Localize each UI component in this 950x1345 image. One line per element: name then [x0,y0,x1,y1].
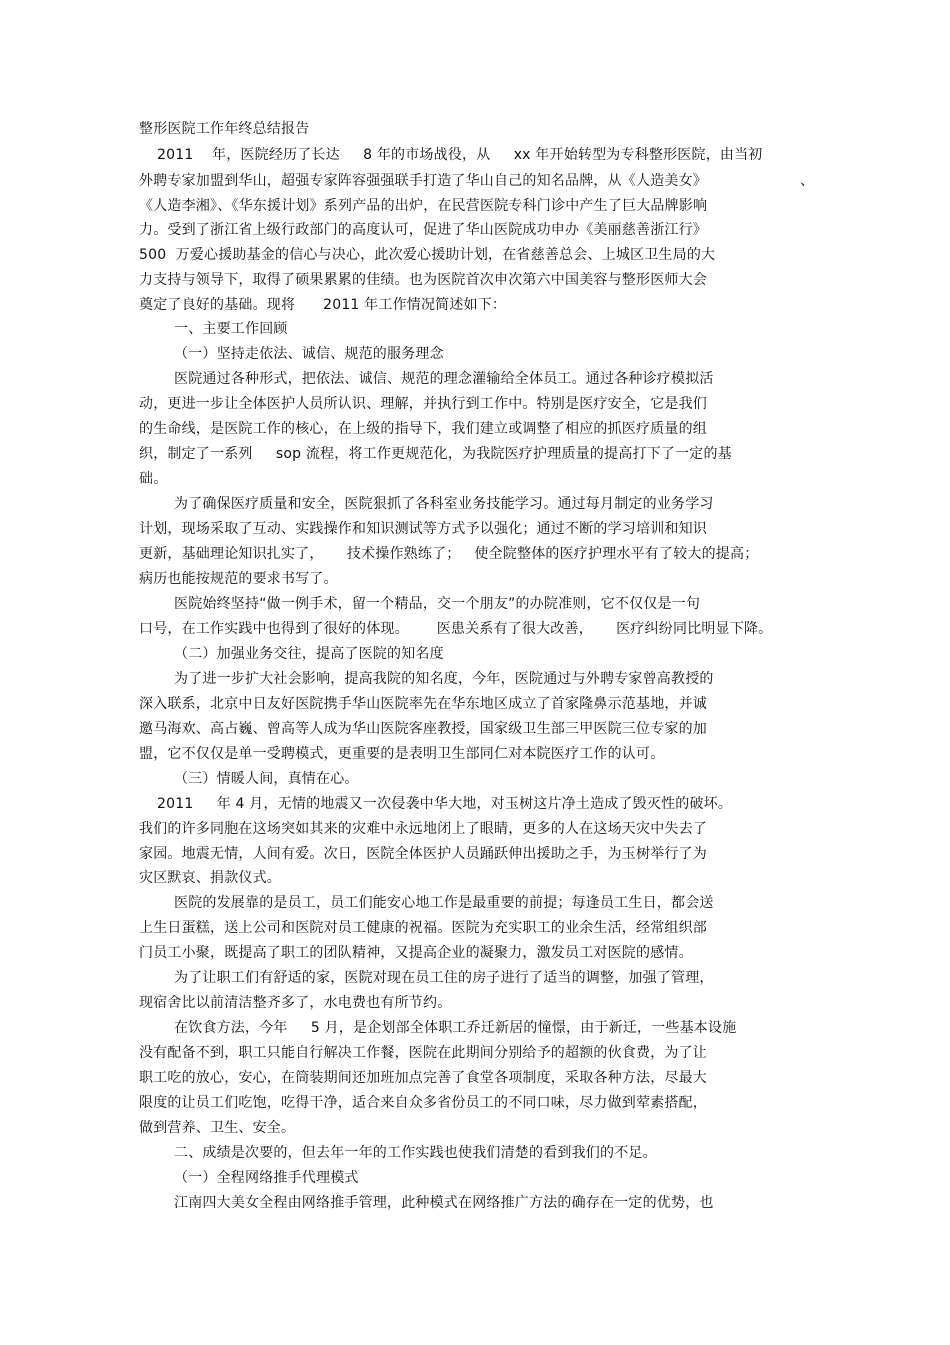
text-line: 《人造李湘》、《华东援计划》系列产品的出炉，在民营医院专科门诊中产生了巨大品牌影响 [139,198,708,214]
text-line: 职工吃的放心，安心，在筒装期间还加班加点完善了食堂各项制度，采取各种方法，尽最大 [139,1070,707,1086]
text-line: 奠定了良好的基础。现将 2011 年工作情况简述如下： [139,297,507,313]
text-line: 现宿舍比以前清洁整齐多了，水电费也有所节约。 [139,995,452,1011]
text-line: 2011 年 4 月，无情的地震又一次侵袭中华大地，对玉树这片净土造成了毁灭性的破坏。 [157,796,733,812]
text-line: 力。受到了浙江省上级行政部门的高度认可，促进了华山医院成功申办《美丽慈善浙江行》 [139,222,707,238]
document-title: 整形医院工作年终总结报告 [139,121,310,137]
text-line: 为了确保医疗质量和安全，医院狠抓了各科室业务技能学习。通过每月制定的业务学习 [174,496,714,512]
text-line: 更新，基础理论知识扎实了， 技术操作熟练了； 使全院整体的医疗护理水平有了较大的提高； [139,546,759,562]
section-heading: 一、主要工作回顾 [174,321,288,337]
text-line: 邀马海欢、高占巍、曾高等人成为华山医院客座教授，国家级卫生部三甲医院三位专家的加 [139,721,707,737]
text-line: 医院通过各种形式，把依法、诚信、规范的理念灌输给全体员工。通过各种诊疗模拟活 [174,371,714,387]
text-line: 做到营养、卫生、安全。 [139,1120,296,1136]
text-line: 江南四大美女全程由网络推手管理，此种模式在网络推广方法的确存在一定的优势，也 [174,1195,714,1211]
text-line: 外聘专家加盟到华山，超强专家阵容强强联手打造了华山自己的知名品牌，从《人造美女》 、 [139,173,815,189]
text-line: 500 万爱心援助基金的信心与决心，此次爱心援助计划，在省慈善总会、上城区卫生局的大 [139,247,716,263]
text-line: 础。 [139,471,168,487]
text-line: 上生日蛋糕，送上公司和医院对员工健康的祝福。医院为充实职工的业余生活，经常组织部 [139,920,707,936]
text-line: 织，制定了一系列 sop 流程，将工作更规范化，为我院医疗护理质量的提高打下了一定的基 [139,446,732,462]
section-heading: 二、成绩是次要的，但去年一年的工作实践也使我们清楚的看到我们的不足。 [174,1145,657,1161]
text-line: 盟，它不仅仅是单一受聘模式，更重要的是表明卫生部同仁对本院医疗工作的认可。 [139,746,665,762]
text-line: 的生命线，是医院工作的核心，在上级的指导下，我们建立或调整了相应的抓医疗质量的组 [139,421,707,437]
subsection-heading: （一）全程网络推手代理模式 [174,1170,359,1186]
text-line: 医院始终坚持“做一例手术，留一个精品，交一个朋友”的办院准则，它不仅仅是一句 [174,596,701,612]
text-line: 动，更进一步让全体医护人员所认识、理解，并执行到工作中。特别是医疗安全，它是我们 [139,396,707,412]
subsection-heading: （三）情暖人间，真情在心。 [174,771,359,787]
text-line: 我们的许多同胞在这场突如其来的灾难中永远地闭上了眼睛，更多的人在这场天灾中失去了 [139,821,707,837]
text-line: 灾区默哀、捐款仪式。 [139,870,281,886]
text-line: 为了进一步扩大社会影响，提高我院的知名度，今年，医院通过与外聘专家曾高教授的 [174,671,714,687]
text-line: 家园。地震无情，人间有爱。次日，医院全体医护人员踊跃伸出援助之手，为玉树举行了为 [139,846,707,862]
text-line: 没有配备不到，职工只能自行解决工作餐，医院在此期间分别给予的超额的伙食费，为了让 [139,1045,707,1061]
text-line: 医院的发展靠的是员工，员工们能安心地工作是最重要的前提；每逢员工生日，都会送 [174,895,714,911]
text-line: 限度的让员工们吃饱，吃得干净，适合来自众多省份员工的不同口味，尽力做到荤素搭配， [139,1095,707,1111]
text-line: 病历也能按规范的要求书写了。 [139,571,338,587]
text-line: 计划，现场采取了互动、实践操作和知识测试等方式予以强化；通过不断的学习培训和知识 [139,521,707,537]
subsection-heading: （二）加强业务交往，提高了医院的知名度 [174,646,444,662]
text-line: 口号，在工作实践中也得到了很好的体现。 医患关系有了很大改善， 医疗纠纷同比明显下降。 [139,621,773,637]
text-line: 2011 年，医院经历了长达 8 年的市场战役，从 xx 年开始转型为专科整形医院，由当初 [157,147,763,163]
text-line: 力支持与领导下，取得了硕果累累的佳绩。也为医院首次申次第六中国美容与整形医师大会 [139,272,707,288]
text-line: 在饮食方法，今年 5 月，是企划部全体职工乔迁新居的憧憬，由于新迁，一些基本设施 [174,1020,737,1036]
subsection-heading: （一）坚持走依法、诚信、规范的服务理念 [174,346,444,362]
text-line: 深入联系，北京中日友好医院携手华山医院率先在华东地区成立了首家隆鼻示范基地，并诚 [139,696,707,712]
text-line: 门员工小聚，既提高了职工的团队精神，又提高企业的凝聚力，激发员工对医院的感情。 [139,945,693,961]
text-line: 为了让职工们有舒适的家，医院对现在员工住的房子进行了适当的调整，加强了管理， [174,970,714,986]
